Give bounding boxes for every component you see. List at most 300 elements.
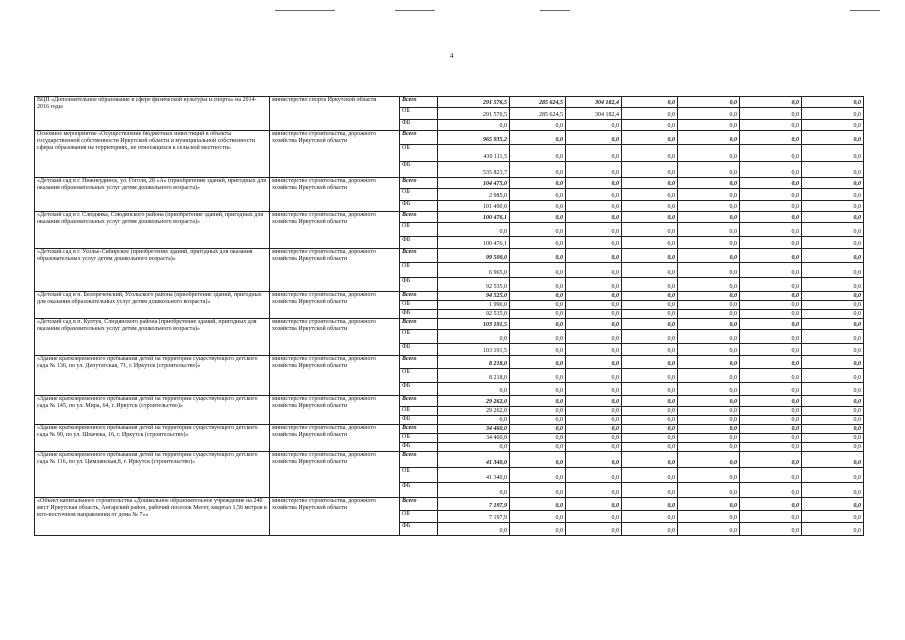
amount-cell: 0,0 <box>510 369 566 383</box>
amount-cell: 29 262,0 <box>438 407 510 416</box>
amount-cell: 0,0 <box>510 319 566 330</box>
responsible-executor: министерство строительства, дорожного хозяйства Иркутской области <box>270 292 400 319</box>
responsible-executor: министерство строительства, дорожного хозяйства Иркутской области <box>270 452 400 498</box>
amount-cell: 0,0 <box>740 120 802 131</box>
amount-cell: 0,0 <box>510 212 566 223</box>
funding-source: Всего <box>400 396 438 407</box>
amount-cell: 0,0 <box>566 356 622 369</box>
amount-cell: 0,0 <box>740 407 802 416</box>
amount-cell: 0,0 <box>740 162 802 178</box>
funding-source: ОБ <box>400 468 438 483</box>
amount-cell: 0,0 <box>802 498 864 511</box>
amount-cell: 0,0 <box>622 178 678 189</box>
amount-cell: 0,0 <box>566 212 622 223</box>
amount-cell: 0,0 <box>802 301 864 310</box>
amount-cell: 0,0 <box>740 145 802 162</box>
amount-cell: 0,0 <box>510 189 566 201</box>
page-number: 4 <box>450 52 454 60</box>
amount-cell: 0,0 <box>622 189 678 201</box>
amount-cell: 0,0 <box>566 511 622 523</box>
amount-cell: 0,0 <box>740 131 802 145</box>
amount-cell: 0,0 <box>566 523 622 536</box>
amount-cell: 0,0 <box>566 468 622 483</box>
amount-cell: 0,0 <box>678 223 740 237</box>
funding-source: Всего <box>400 452 438 468</box>
amount-cell: 0,0 <box>566 383 622 396</box>
amount-cell: 0,0 <box>802 523 864 536</box>
amount-cell: 0,0 <box>740 523 802 536</box>
amount-cell: 0,0 <box>566 145 622 162</box>
table-row <box>35 292 864 301</box>
amount-cell: 0,0 <box>802 369 864 383</box>
amount-cell: 0,0 <box>740 319 802 330</box>
amount-cell: 0,0 <box>802 425 864 434</box>
amount-cell: 34 460,0 <box>438 425 510 434</box>
amount-cell: 0,0 <box>678 498 740 511</box>
amount-cell: 0,0 <box>438 483 510 498</box>
amount-cell: 0,0 <box>740 212 802 223</box>
amount-cell: 0,0 <box>566 310 622 319</box>
amount-cell: 0,0 <box>678 201 740 212</box>
amount-cell: 0,0 <box>802 483 864 498</box>
amount-cell: 0,0 <box>622 278 678 292</box>
amount-cell: 0,0 <box>566 416 622 425</box>
amount-cell: 0,0 <box>802 108 864 120</box>
amount-cell: 0,0 <box>622 120 678 131</box>
amount-cell: 0,0 <box>802 201 864 212</box>
funding-source: ФБ <box>400 120 438 131</box>
amount-cell: 0,0 <box>678 292 740 301</box>
funding-source: ОБ <box>400 145 438 162</box>
amount-cell: 0,0 <box>510 407 566 416</box>
amount-cell: 430 111,5 <box>438 145 510 162</box>
amount-cell: 0,0 <box>740 425 802 434</box>
amount-cell: 0,0 <box>622 468 678 483</box>
table-row <box>35 452 864 468</box>
amount-cell: 0,0 <box>510 263 566 278</box>
amount-cell: 92 535,0 <box>438 278 510 292</box>
funding-source: ОБ <box>400 407 438 416</box>
measure-name: «Детский сад в г. Нижнеудинск, ул. Гоголя, 28 «А» (приобретение зданий, пригодных для оказания образовательных услуг детям дошкольного возраста)» <box>35 178 270 212</box>
amount-cell: 0,0 <box>678 131 740 145</box>
amount-cell: 0,0 <box>740 452 802 468</box>
amount-cell: 0,0 <box>622 407 678 416</box>
funding-source: ФБ <box>400 344 438 356</box>
amount-cell: 0,0 <box>566 396 622 407</box>
amount-cell: 0,0 <box>622 369 678 383</box>
amount-cell: 0,0 <box>622 452 678 468</box>
table-body <box>35 97 864 536</box>
amount-cell: 41 340,0 <box>438 452 510 468</box>
amount-cell: 0,0 <box>510 120 566 131</box>
funding-source: ОБ <box>400 108 438 120</box>
funding-source: ОБ <box>400 330 438 344</box>
amount-cell: 0,0 <box>802 212 864 223</box>
amount-cell: 2 985,0 <box>438 189 510 201</box>
funding-source: Всего <box>400 498 438 511</box>
amount-cell: 0,0 <box>678 310 740 319</box>
amount-cell: 0,0 <box>740 383 802 396</box>
amount-cell: 0,0 <box>622 131 678 145</box>
amount-cell: 0,0 <box>622 344 678 356</box>
amount-cell: 304 182,4 <box>566 97 622 108</box>
amount-cell: 0,0 <box>678 523 740 536</box>
amount-cell: 0,0 <box>510 511 566 523</box>
amount-cell: 0,0 <box>678 452 740 468</box>
responsible-executor: министерство строительства, дорожного хозяйства Иркутской области <box>270 356 400 396</box>
amount-cell: 0,0 <box>566 131 622 145</box>
amount-cell: 0,0 <box>678 483 740 498</box>
amount-cell: 0,0 <box>566 407 622 416</box>
table-row <box>35 425 864 434</box>
amount-cell: 0,0 <box>802 131 864 145</box>
responsible-executor: министерство строительства, дорожного хозяйства Иркутской области <box>270 212 400 249</box>
amount-cell: 0,0 <box>510 523 566 536</box>
amount-cell: 0,0 <box>740 108 802 120</box>
amount-cell: 0,0 <box>740 178 802 189</box>
amount-cell: 0,0 <box>802 310 864 319</box>
amount-cell: 0,0 <box>740 310 802 319</box>
amount-cell: 0,0 <box>740 292 802 301</box>
measure-name: Основное мероприятие «Осуществление бюджетных инвестиций в объекты государственной собственности Иркутской области и муниципальной собственности сферы образования на территориях, не относящихся к сельской местности» <box>35 131 270 178</box>
scan-artifact-line <box>395 10 435 11</box>
responsible-executor: министерство строительства, дорожного хозяйства Иркутской области <box>270 319 400 356</box>
responsible-executor: министерство строительства, дорожного хозяйства Иркутской области <box>270 178 400 212</box>
amount-cell: 0,0 <box>678 120 740 131</box>
scan-artifact-line <box>275 10 335 11</box>
amount-cell: 0,0 <box>566 301 622 310</box>
funding-source: ФБ <box>400 201 438 212</box>
amount-cell: 0,0 <box>802 330 864 344</box>
funding-source: ОБ <box>400 511 438 523</box>
amount-cell: 92 535,0 <box>438 310 510 319</box>
amount-cell: 304 182,4 <box>566 108 622 120</box>
amount-cell: 0,0 <box>510 416 566 425</box>
amount-cell: 103 191,5 <box>438 319 510 330</box>
amount-cell: 0,0 <box>678 468 740 483</box>
amount-cell: 0,0 <box>510 278 566 292</box>
amount-cell: 0,0 <box>510 249 566 263</box>
scan-artifact-line <box>850 10 880 11</box>
funding-source: ФБ <box>400 443 438 452</box>
responsible-executor: министерство строительства, дорожного хозяйства Иркутской области <box>270 131 400 178</box>
amount-cell: 0,0 <box>678 162 740 178</box>
funding-source: Всего <box>400 131 438 145</box>
amount-cell: 0,0 <box>802 178 864 189</box>
amount-cell: 0,0 <box>622 523 678 536</box>
amount-cell: 0,0 <box>678 145 740 162</box>
scan-artifact-line <box>540 10 570 11</box>
measure-name: «Здание кратковременного пребывания детей на территории существующего детского сада № 116, по ул. Цимлянская,8, г. Иркутск (строительство)» <box>35 452 270 498</box>
amount-cell: 0,0 <box>678 356 740 369</box>
amount-cell: 0,0 <box>802 407 864 416</box>
amount-cell: 285 624,5 <box>510 108 566 120</box>
amount-cell: 0,0 <box>802 278 864 292</box>
amount-cell: 0,0 <box>678 237 740 249</box>
amount-cell: 0,0 <box>622 212 678 223</box>
amount-cell: 0,0 <box>678 383 740 396</box>
amount-cell: 0,0 <box>678 301 740 310</box>
amount-cell: 0,0 <box>510 483 566 498</box>
amount-cell: 0,0 <box>566 120 622 131</box>
amount-cell: 0,0 <box>802 443 864 452</box>
amount-cell: 100 476,1 <box>438 237 510 249</box>
amount-cell: 0,0 <box>510 201 566 212</box>
funding-source: Всего <box>400 356 438 369</box>
amount-cell: 0,0 <box>622 330 678 344</box>
amount-cell: 0,0 <box>802 237 864 249</box>
table-row <box>35 178 864 189</box>
amount-cell: 0,0 <box>622 319 678 330</box>
amount-cell: 0,0 <box>678 212 740 223</box>
amount-cell: 965 935,2 <box>438 131 510 145</box>
amount-cell: 8 218,0 <box>438 356 510 369</box>
amount-cell: 0,0 <box>510 301 566 310</box>
amount-cell: 0,0 <box>510 145 566 162</box>
amount-cell: 29 262,0 <box>438 396 510 407</box>
amount-cell: 0,0 <box>622 145 678 162</box>
amount-cell: 0,0 <box>566 443 622 452</box>
amount-cell: 0,0 <box>678 319 740 330</box>
amount-cell: 535 823,7 <box>438 162 510 178</box>
amount-cell: 0,0 <box>566 498 622 511</box>
amount-cell: 0,0 <box>740 330 802 344</box>
amount-cell: 0,0 <box>740 301 802 310</box>
amount-cell: 0,0 <box>740 468 802 483</box>
amount-cell: 0,0 <box>678 330 740 344</box>
amount-cell: 0,0 <box>802 383 864 396</box>
amount-cell: 0,0 <box>510 330 566 344</box>
amount-cell: 0,0 <box>438 223 510 237</box>
amount-cell: 0,0 <box>566 178 622 189</box>
amount-cell: 0,0 <box>740 201 802 212</box>
amount-cell: 0,0 <box>740 434 802 443</box>
amount-cell: 0,0 <box>510 310 566 319</box>
amount-cell: 0,0 <box>802 396 864 407</box>
amount-cell: 0,0 <box>622 498 678 511</box>
measure-name: «Детский сад в г. Слюдянка, Слюдянского района (приобретение зданий, пригодных для оказания образовательных услуг детям дошкольного возраста)» <box>35 212 270 249</box>
amount-cell: 0,0 <box>740 369 802 383</box>
amount-cell: 0,0 <box>510 425 566 434</box>
amount-cell: 100 476,1 <box>438 212 510 223</box>
table-row <box>35 396 864 407</box>
amount-cell: 0,0 <box>510 131 566 145</box>
budget-table <box>34 96 864 536</box>
amount-cell: 0,0 <box>622 249 678 263</box>
amount-cell: 0,0 <box>510 452 566 468</box>
measure-name: «Здание кратковременного пребывания детей на территории существующего детского сада № 145, по ул. Мира, 64, г. Иркутск (строительство)» <box>35 396 270 425</box>
amount-cell: 0,0 <box>566 483 622 498</box>
amount-cell: 0,0 <box>622 434 678 443</box>
amount-cell: 0,0 <box>740 237 802 249</box>
amount-cell: 0,0 <box>678 434 740 443</box>
amount-cell: 0,0 <box>438 443 510 452</box>
funding-source: ОБ <box>400 434 438 443</box>
amount-cell: 0,0 <box>802 249 864 263</box>
amount-cell: 0,0 <box>802 344 864 356</box>
amount-cell: 0,0 <box>622 383 678 396</box>
funding-source: ОБ <box>400 301 438 310</box>
amount-cell: 0,0 <box>438 120 510 131</box>
responsible-executor: министерство строительства, дорожного хозяйства Иркутской области <box>270 425 400 452</box>
amount-cell: 0,0 <box>566 237 622 249</box>
amount-cell: 0,0 <box>510 292 566 301</box>
measure-name: «Здание кратковременного пребывания детей на территории существующего детского сада № 90, по ул. Шпачека, 16, г. Иркутск (строительство)» <box>35 425 270 452</box>
responsible-executor: министерство строительства, дорожного хозяйства Иркутской области <box>270 396 400 425</box>
responsible-executor: министерство спорта Иркутской области <box>270 97 400 131</box>
amount-cell: 0,0 <box>740 344 802 356</box>
amount-cell: 0,0 <box>566 263 622 278</box>
amount-cell: 0,0 <box>510 434 566 443</box>
amount-cell: 103 191,5 <box>438 344 510 356</box>
responsible-executor: министерство строительства, дорожного хозяйства Иркутской области <box>270 249 400 292</box>
funding-source: Всего <box>400 292 438 301</box>
measure-name: «Детский сад в г. Усолье-Сибирское (приобретение зданий, пригодных для оказания образовательных услуг детям дошкольного возраста)» <box>35 249 270 292</box>
table-row <box>35 356 864 369</box>
table-row <box>35 97 864 108</box>
amount-cell: 0,0 <box>678 278 740 292</box>
amount-cell: 0,0 <box>802 263 864 278</box>
amount-cell: 0,0 <box>566 249 622 263</box>
amount-cell: 0,0 <box>622 301 678 310</box>
amount-cell: 0,0 <box>622 483 678 498</box>
amount-cell: 0,0 <box>622 223 678 237</box>
funding-source: ФБ <box>400 483 438 498</box>
amount-cell: 0,0 <box>566 434 622 443</box>
amount-cell: 0,0 <box>802 356 864 369</box>
funding-source: ОБ <box>400 189 438 201</box>
amount-cell: 0,0 <box>622 108 678 120</box>
funding-source: Всего <box>400 212 438 223</box>
funding-source: Всего <box>400 425 438 434</box>
responsible-executor: министерство строительства, дорожного хозяйства Иркутской области <box>270 498 400 536</box>
table-row <box>35 498 864 511</box>
amount-cell: 0,0 <box>802 189 864 201</box>
amount-cell: 0,0 <box>802 97 864 108</box>
amount-cell: 7 197,9 <box>438 498 510 511</box>
amount-cell: 0,0 <box>622 416 678 425</box>
amount-cell: 0,0 <box>438 523 510 536</box>
amount-cell: 0,0 <box>678 263 740 278</box>
amount-cell: 0,0 <box>678 443 740 452</box>
amount-cell: 0,0 <box>740 396 802 407</box>
amount-cell: 0,0 <box>678 396 740 407</box>
amount-cell: 291 576,5 <box>438 97 510 108</box>
amount-cell: 0,0 <box>510 383 566 396</box>
amount-cell: 291 576,5 <box>438 108 510 120</box>
amount-cell: 0,0 <box>622 237 678 249</box>
amount-cell: 0,0 <box>510 396 566 407</box>
amount-cell: 0,0 <box>740 263 802 278</box>
amount-cell: 0,0 <box>678 416 740 425</box>
funding-source: Всего <box>400 178 438 189</box>
amount-cell: 0,0 <box>678 407 740 416</box>
amount-cell: 0,0 <box>566 278 622 292</box>
amount-cell: 0,0 <box>510 223 566 237</box>
amount-cell: 0,0 <box>622 425 678 434</box>
amount-cell: 0,0 <box>566 189 622 201</box>
measure-name: «Детский сад в п. Белореченский, Усольского района (приобретение зданий, пригодных для оказания образовательных услуг детям дошкольного возраста)» <box>35 292 270 319</box>
amount-cell: 0,0 <box>510 344 566 356</box>
amount-cell: 0,0 <box>678 249 740 263</box>
amount-cell: 0,0 <box>622 511 678 523</box>
amount-cell: 0,0 <box>740 498 802 511</box>
funding-source: Всего <box>400 319 438 330</box>
amount-cell: 0,0 <box>622 356 678 369</box>
amount-cell: 0,0 <box>622 396 678 407</box>
table-row <box>35 249 864 263</box>
amount-cell: 0,0 <box>740 97 802 108</box>
amount-cell: 0,0 <box>740 278 802 292</box>
funding-source: ФБ <box>400 416 438 425</box>
amount-cell: 0,0 <box>510 162 566 178</box>
amount-cell: 0,0 <box>510 443 566 452</box>
amount-cell: 0,0 <box>802 416 864 425</box>
amount-cell: 0,0 <box>510 356 566 369</box>
amount-cell: 0,0 <box>566 223 622 237</box>
funding-source: ФБ <box>400 383 438 396</box>
amount-cell: 0,0 <box>802 223 864 237</box>
amount-cell: 0,0 <box>566 292 622 301</box>
amount-cell: 0,0 <box>566 330 622 344</box>
amount-cell: 0,0 <box>740 189 802 201</box>
amount-cell: 101 490,0 <box>438 201 510 212</box>
funding-source: ФБ <box>400 310 438 319</box>
amount-cell: 8 218,0 <box>438 369 510 383</box>
amount-cell: 0,0 <box>802 292 864 301</box>
amount-cell: 0,0 <box>438 383 510 396</box>
amount-cell: 0,0 <box>678 369 740 383</box>
table-row <box>35 131 864 145</box>
funding-source: ФБ <box>400 523 438 536</box>
amount-cell: 7 197,9 <box>438 511 510 523</box>
table-row <box>35 319 864 330</box>
amount-cell: 0,0 <box>510 468 566 483</box>
amount-cell: 0,0 <box>510 498 566 511</box>
amount-cell: 0,0 <box>622 292 678 301</box>
amount-cell: 0,0 <box>740 511 802 523</box>
amount-cell: 0,0 <box>566 319 622 330</box>
amount-cell: 41 340,0 <box>438 468 510 483</box>
amount-cell: 0,0 <box>802 145 864 162</box>
amount-cell: 0,0 <box>678 97 740 108</box>
amount-cell: 94 525,0 <box>438 292 510 301</box>
funding-source: ОБ <box>400 223 438 237</box>
amount-cell: 0,0 <box>740 249 802 263</box>
amount-cell: 99 500,0 <box>438 249 510 263</box>
funding-source: ОБ <box>400 369 438 383</box>
amount-cell: 0,0 <box>678 108 740 120</box>
amount-cell: 0,0 <box>622 162 678 178</box>
amount-cell: 0,0 <box>802 452 864 468</box>
amount-cell: 0,0 <box>566 344 622 356</box>
amount-cell: 0,0 <box>566 369 622 383</box>
amount-cell: 0,0 <box>622 310 678 319</box>
amount-cell: 0,0 <box>740 223 802 237</box>
amount-cell: 0,0 <box>622 443 678 452</box>
amount-cell: 0,0 <box>510 237 566 249</box>
amount-cell: 0,0 <box>740 483 802 498</box>
amount-cell: 0,0 <box>678 189 740 201</box>
amount-cell: 0,0 <box>510 178 566 189</box>
amount-cell: 0,0 <box>678 178 740 189</box>
table-row <box>35 212 864 223</box>
amount-cell: 0,0 <box>802 434 864 443</box>
amount-cell: 0,0 <box>622 97 678 108</box>
amount-cell: 0,0 <box>566 162 622 178</box>
funding-source: ФБ <box>400 162 438 178</box>
amount-cell: 0,0 <box>740 443 802 452</box>
